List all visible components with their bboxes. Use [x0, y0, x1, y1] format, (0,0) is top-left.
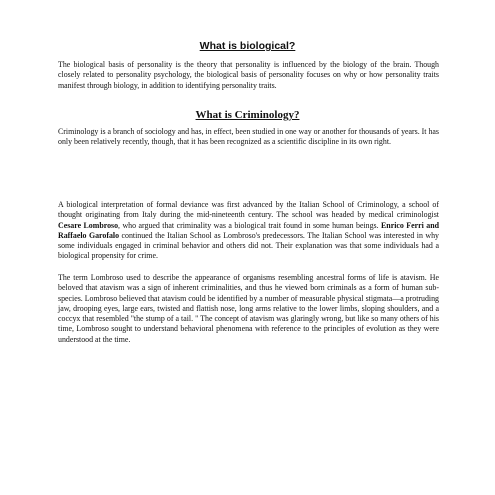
text-segment: continued the Italian School as Lombroso's predecessors. The Italian School was interested in why some individuals engaged in criminal behavior and others did not. Their explanation was that some individuals had a biological propensity for crime. [58, 230, 439, 261]
paragraph-biological: The biological basis of personality is the theory that personality is influenced by the biology of the brain. Though closely related to personality psychology, the biological basis of personality focuses on why or how personality traits manifest through biology, in addition to identifying personality traits. [58, 60, 439, 90]
text-segment: , who argued that criminality was a biological trait found in some human beings. [118, 220, 382, 230]
text-segment: A biological interpretation of formal deviance was first advanced by the Italian School of Criminology, a school of thought originating from Italy during the mid-nineteenth century. The school was headed by medical criminologist [58, 200, 439, 220]
heading-what-is-criminology: What is Criminology? [195, 109, 300, 121]
paragraph-italian-school [58, 200, 439, 262]
name-cesare-lombroso: Cesare Lombroso [58, 220, 119, 230]
paragraph-atavism: The term Lombroso used to describe the appearance of organisms resembling ancestral forms of life is atavism. He beloved that atavism was a sign of inherent criminalities, and thus he viewed born criminals as a form of human sub-species. Lombroso believed that atavism could be identified by a number of measurable physical stigmata—a protruding jaw, drooping eyes, large ears, twisted and flattish nose, long arms relative to the lower limbs, sloping shoulders, and a coccyx that resembled "the stump of a tail. " The concept of atavism was glaringly wrong, but like so many others of his time, Lombroso sought to understand behavioral phenomena with reference to the principles of evolution as they were understood at the time. [58, 273, 439, 344]
heading-what-is-biological: What is biological? [199, 40, 296, 52]
name-ferri-garofalo: Enrico Ferri and Raffaelo Garofalo [58, 220, 439, 240]
paragraph-criminology: Criminology is a branch of sociology and has, in effect, been studied in one way or another for thousands of years. It has only been relatively recently, though, that it has been recognized as a scientific discipline in its own right. [58, 127, 439, 147]
